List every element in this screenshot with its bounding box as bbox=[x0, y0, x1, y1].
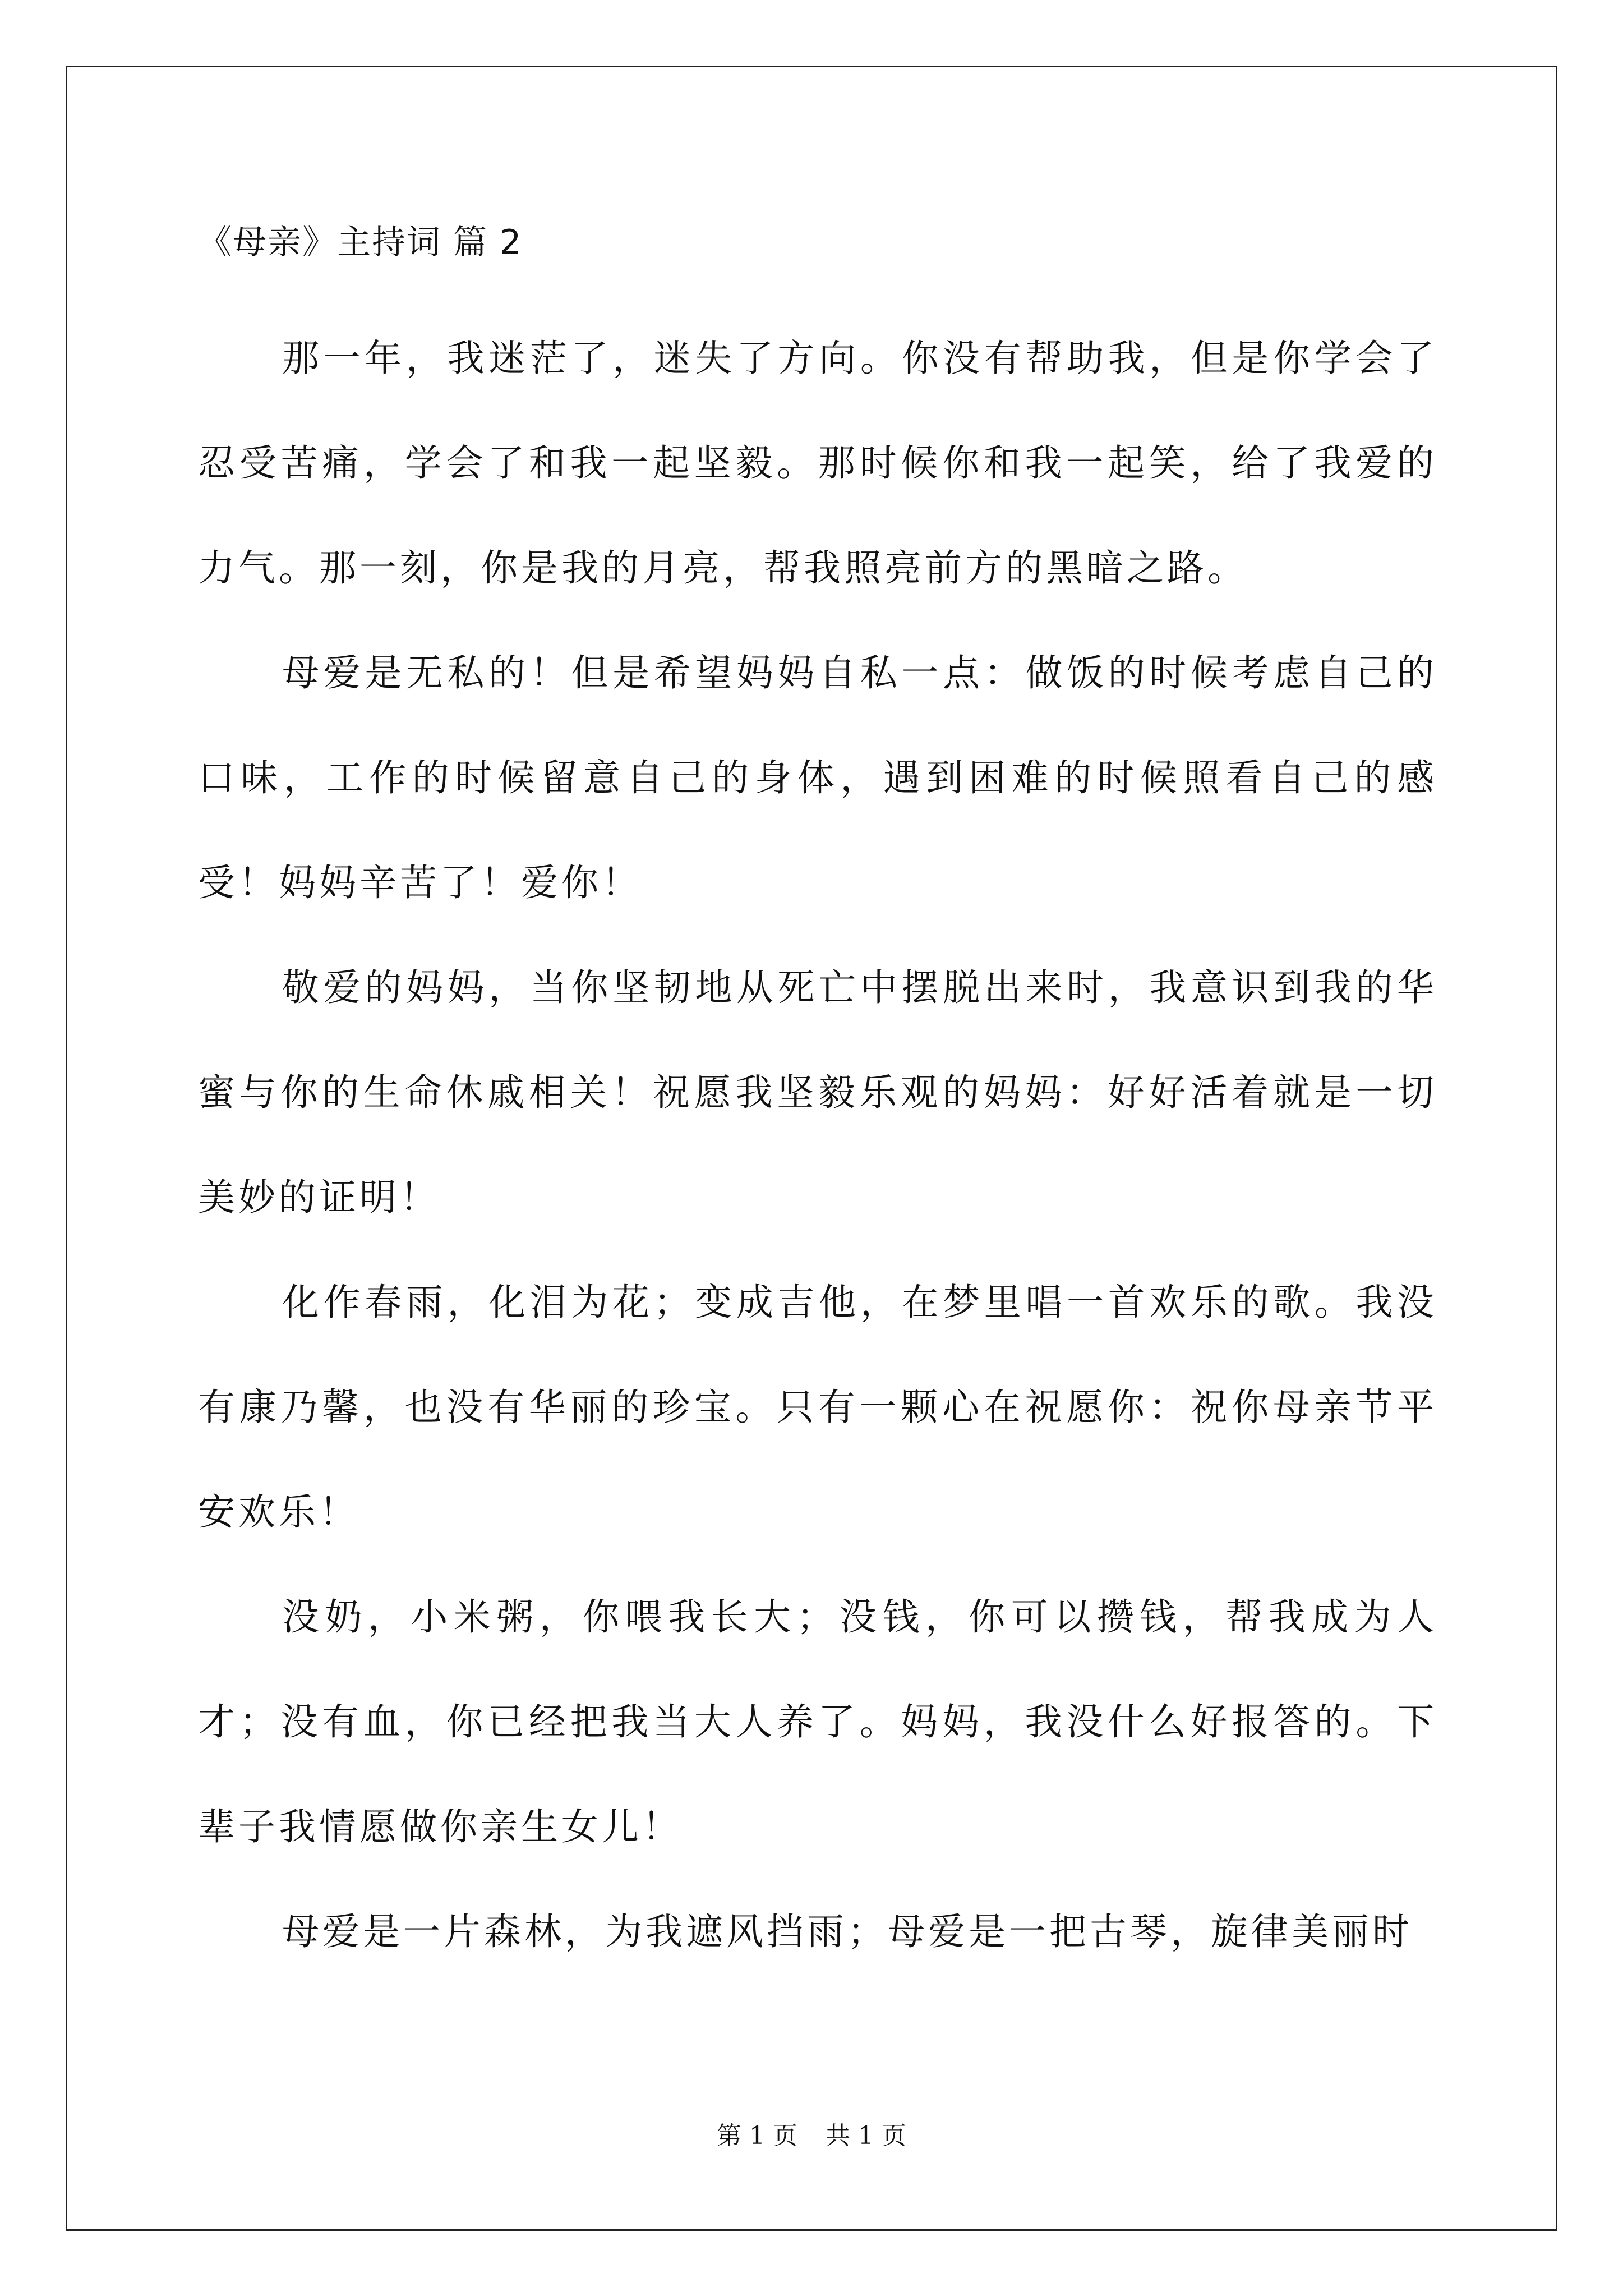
document-body bbox=[198, 306, 1437, 1984]
paragraph: 敬爱的妈妈，当你坚韧地从死亡中摆脱出来时，我意识到我的华蜜与你的生命休戚相关！祝愿我坚毅乐观的妈妈：好好活着就是一切美妙的证明！ bbox=[198, 966, 1437, 1219]
paragraph: 那一年，我迷茫了，迷失了方向。你没有帮助我，但是你学会了忍受苦痛，学会了和我一起坚毅。那时候你和我一起笑，给了我爱的力气。那一刻，你是我的月亮，帮我照亮前方的黑暗之路。 bbox=[198, 337, 1437, 590]
paragraph: 化作春雨，化泪为花；变成吉他，在梦里唱一首欢乐的歌。我没有康乃馨，也没有华丽的珍宝。只有一颗心在祝愿你：祝你母亲节平安欢乐！ bbox=[198, 1281, 1437, 1534]
page-count: 共 1 页 bbox=[826, 2122, 906, 2150]
paragraph: 母爱是无私的！但是希望妈妈自私一点：做饭的时候考虑自己的口味，工作的时候留意自己的身体，遇到困难的时候照看自己的感受！妈妈辛苦了！爱你！ bbox=[198, 651, 1437, 904]
paragraph: 母爱是一片森林，为我遮风挡雨；母爱是一把古琴，旋律美丽时 bbox=[282, 1910, 1413, 1953]
document-title: 《母亲》主持词 篇 2 bbox=[198, 223, 523, 262]
page-number: 第 1 页 bbox=[717, 2122, 797, 2150]
page-footer bbox=[0, 2119, 1623, 2153]
paragraph: 没奶，小米粥，你喂我长大；没钱，你可以攒钱，帮我成为人才；没有血，你已经把我当大人养了。妈妈，我没什么好报答的。下辈子我情愿做你亲生女儿！ bbox=[198, 1595, 1437, 1848]
